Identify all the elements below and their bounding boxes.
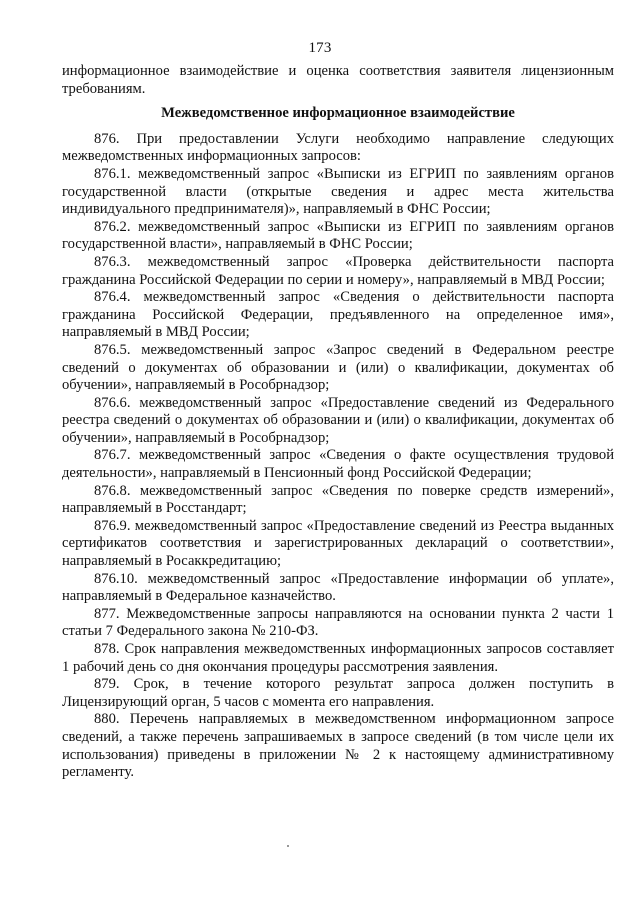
paragraph-876-10: 876.10. межведомственный запрос «Предоставление информации об уплате», направляемый в Федеральное казначейство. (62, 570, 614, 605)
paragraph-878: 878. Срок направления межведомственных информационных запросов составляет 1 рабочий день со дня окончания процедуры рассмотрения заявления. (62, 641, 614, 675)
page-number: 173 (308, 40, 332, 56)
paragraph-876-9: 876.9. межведомственный запрос «Предоставление сведений из Реестра выданных сертификатов соответствия и зарегистрированных деклараций о соответствии», направляемый в Росаккредитацию; (62, 517, 614, 570)
paragraph-880: 880. Перечень направляемых в межведомственном информационном запросе сведений, а также перечень запрашиваемых в запросе сведений (в том числе цели их использования) приведены в приложении № 2 к настоящему административному регламенту. (62, 711, 614, 781)
intro-paragraph: информационное взаимодействие и оценка соответствия заявителя лицензионным требованиям. (62, 63, 614, 97)
paragraph-876: 876. При предоставлении Услуги необходимо направление следующих межведомственных информационных запросов: (62, 130, 614, 165)
paragraph-876-4: 876.4. межведомственный запрос «Сведения о действительности паспорта гражданина Российской Федерации, предъявленного на определенное имя», направляемый в МВД России; (62, 289, 614, 341)
paragraph-876-7: 876.7. межведомственный запрос «Сведения о факте осуществления трудовой деятельности», направляемый в Пенсионный фонд Российской Федерации; (62, 447, 614, 482)
paragraph-876-8: 876.8. межведомственный запрос «Сведения по поверке средств измерений», направляемый в Росстандарт; (62, 482, 614, 517)
paragraph-877: 877. Межведомственные запросы направляются на основании пункта 2 части 1 статьи 7 Федерального закона № 210-ФЗ. (62, 605, 614, 640)
paragraph-876-6: 876.6. межведомственный запрос «Предоставление сведений из Федерального реестра сведений о документах об образовании и (или) о квалификации, документах об обучении», направляемый в Рособрнадзор; (62, 394, 614, 446)
scan-speck (287, 845, 289, 847)
paragraph-876-3: 876.3. межведомственный запрос «Проверка действительности паспорта гражданина Российской Федерации по серии и номеру», направляемый в МВД России; (62, 253, 614, 288)
paragraph-876-1: 876.1. межведомственный запрос «Выписки из ЕГРИП по заявлениям органов государственной власти (открытые сведения и адрес места жительства индивидуального предпринимателя)», направляемый в ФНС России; (62, 165, 614, 218)
paragraph-879: 879. Срок, в течение которого результат запроса должен поступить в Лицензирующий орган, 5 часов с момента его направления. (62, 676, 614, 710)
section-heading: Межведомственное информационное взаимодействие (161, 105, 515, 122)
document-body (62, 63, 614, 782)
paragraph-876-5: 876.5. межведомственный запрос «Запрос сведений в Федеральном реестре сведений о документах об образовании и (или) о квалификации, документах об обучении», направляемый в Рособрнадзор; (62, 341, 614, 394)
paragraph-876-2: 876.2. межведомственный запрос «Выписки из ЕГРИП по заявлениям органов государственной власти», направляемый в ФНС России; (62, 218, 614, 253)
